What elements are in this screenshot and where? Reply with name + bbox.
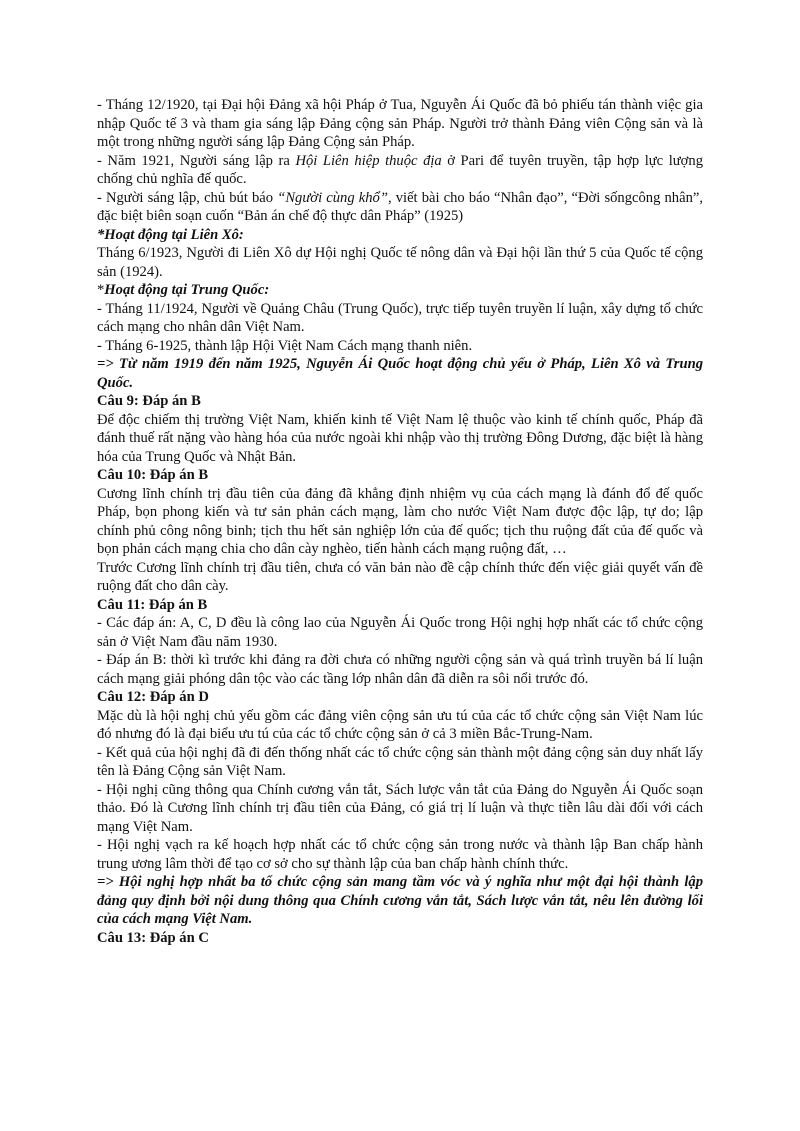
document-page — [97, 96, 703, 947]
paragraph: - Tháng 6-1925, thành lập Hội Việt Nam Cách mạng thanh niên. — [97, 337, 473, 354]
paragraph: - Kết quả của hội nghị đã đi đến thống nhất các tổ chức cộng sản thành một đảng cộng sản duy nhất lấy tên là Đảng Cộng sản Việt Nam. — [97, 744, 703, 779]
paragraph: - Đáp án B: thời kì trước khi đảng ra đời chưa có những người cộng sản và quá trình truyền bá lí luận cách mạng giải phóng dân tộc vào các tầng lớp nhân dân đã diễn ra sôi nổi trước đó. — [97, 652, 703, 687]
paragraph: - Người sáng lập, chủ bút báo “Người cùng khổ”, viết bài cho báo “Nhân đạo”, “Đời sốngcông nhân”, đặc biệt biên soạn cuốn “Bản án chế độ thực dân Pháp” (1925) — [97, 189, 703, 224]
section-heading: *Hoạt động tại Trung Quốc: — [97, 282, 270, 298]
paragraph: - Năm 1921, Người sáng lập ra Hội Liên hiệp thuộc địa ở Pari để tuyên truyền, tập hợp lực lượng chống chủ nghĩa đế quốc. — [97, 152, 703, 187]
paragraph: Tháng 6/1923, Người đi Liên Xô dự Hội nghị Quốc tế nông dân và Đại hội lần thứ 5 của Quốc tế cộng sản (1924). — [97, 245, 703, 280]
conclusion: => Từ năm 1919 đến năm 1925, Nguyễn Ái Quốc hoạt động chủ yếu ở Pháp, Liên Xô và Trung Quốc. — [97, 356, 703, 391]
question-heading: Câu 11: Đáp án B — [97, 596, 208, 613]
paragraph: Mặc dù là hội nghị chủ yếu gồm các đảng viên cộng sản ưu tú của các tổ chức cộng sản Việt Nam lúc đó nhưng đó là đại biểu ưu tú của các tổ chức cộng sản ở cả 3 miền Bắc-Trung-Nam. — [97, 707, 703, 742]
paragraph: - Tháng 12/1920, tại Đại hội Đảng xã hội Pháp ở Tua, Nguyễn Ái Quốc đã bỏ phiếu tán thành việc gia nhập Quốc tế 3 và tham gia sáng lập Đảng cộng sản Pháp. Người trở thành Đảng viên Cộng sản và là một trong những người sáng lập Đảng Cộng sản Pháp. — [97, 97, 703, 150]
paragraph: Trước Cương lĩnh chính trị đầu tiên, chưa có văn bản nào đề cập chính thức đến việc giải quyết vấn đề ruộng đất cho dân cày. — [97, 559, 703, 594]
question-heading: Câu 10: Đáp án B — [97, 467, 209, 483]
paragraph: - Các đáp án: A, C, D đều là công lao của Nguyễn Ái Quốc trong Hội nghị hợp nhất các tổ chức cộng sản ở Việt Nam đầu năm 1930. — [97, 615, 703, 650]
paragraph: - Hội nghị cũng thông qua Chính cương vắn tắt, Sách lược vắn tắt của Đảng do Nguyễn Ái Quốc soạn thảo. Đó là Cương lĩnh chính trị đầu tiên của Đảng, có giá trị lí luận và thực tiễn lâu dài đối với cách mạng Việt Nam. — [97, 781, 703, 835]
question-heading: Câu 13: Đáp án C — [97, 929, 209, 946]
section-heading: *Hoạt động tại Liên Xô: — [97, 226, 244, 243]
question-heading: Câu 9: Đáp án B — [97, 393, 201, 409]
paragraph: Để độc chiếm thị trường Việt Nam, khiến kinh tế Việt Nam lệ thuộc vào kinh tế chính quốc, Pháp đã đánh thuế rất nặng vào hàng hóa của nước ngoài khi nhập vào thị trường Đông Dương, đặc biệt là hàng hóa của Trung Quốc và Nhật Bản. — [97, 411, 703, 465]
conclusion: => Hội nghị hợp nhất ba tổ chức cộng sản mang tầm vóc và ý nghĩa như một đại hội thành lập đảng quy định bởi nội dung thông qua Chính cương vắn tắt, Sách lược vắn tắt, nêu lên đường lối của cách mạng Việt Nam. — [97, 874, 703, 927]
paragraph: Cương lĩnh chính trị đầu tiên của đảng đã khẳng định nhiệm vụ của cách mạng là đánh đổ đế quốc Pháp, bọn phong kiến và tư sản phản cách mạng, làm cho nước Việt Nam được độc lập, tự do; lập chính phủ công nông binh; tịch thu hết sản nghiệp lớn của đế quốc; tịch thu ruộng đất của đế quốc và bọn phản cách mạng chia cho dân cày nghèo, tiến hành cách mạng ruộng đất, … — [97, 485, 703, 557]
paragraph: - Hội nghị vạch ra kế hoạch hợp nhất các tổ chức cộng sản trong nước và thành lập Ban chấp hành trung ương lâm thời để tạo cơ sở cho sự thành lập của ban chấp hành chính thức. — [97, 837, 703, 872]
question-heading: Câu 12: Đáp án D — [97, 689, 209, 705]
paragraph: - Tháng 11/1924, Người về Quảng Châu (Trung Quốc), trực tiếp tuyên truyền lí luận, xây dựng tổ chức cách mạng cho nhân dân Việt Nam. — [97, 300, 703, 335]
